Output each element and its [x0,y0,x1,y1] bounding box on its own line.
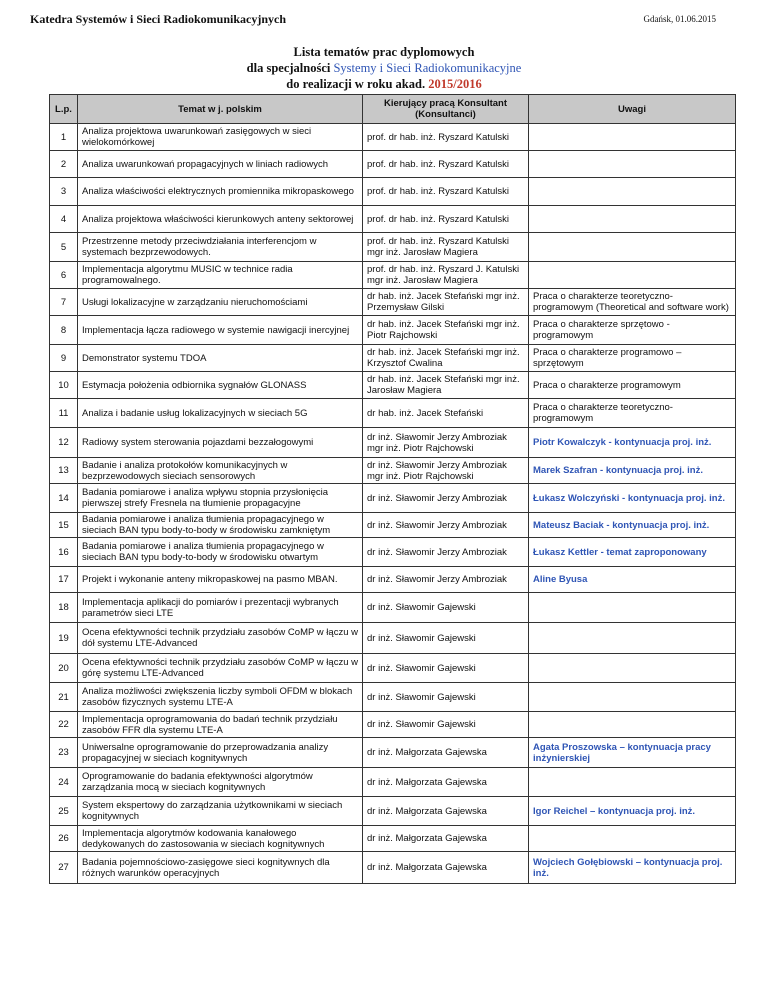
row-supervisor: dr hab. inż. Jacek Stefański mgr inż. Piotr Rajchowski [363,316,529,345]
row-number: 2 [50,151,78,178]
table-row [50,262,736,289]
row-supervisor: dr inż. Sławomir Jerzy Ambroziak [363,567,529,593]
row-notes: Igor Reichel – kontynuacja proj. inż. [529,797,736,826]
row-supervisor: dr inż. Sławomir Gajewski [363,593,529,623]
row-notes: Wojciech Gołębiowski – kontynuacja proj. inż. [529,852,736,884]
thesis-topics-table [49,94,736,884]
table-row [50,826,736,852]
row-topic: Ocena efektywności technik przydziału zasobów CoMP w łączu w górę systemu LTE-Advanced [78,654,363,683]
row-supervisor: prof. dr hab. inż. Ryszard Katulski mgr inż. Jarosław Magiera [363,233,529,262]
row-topic: Badania pomiarowe i analiza tłumienia propagacyjnego w sieciach BAN typu body-to-body w środowisku otwartym [78,538,363,567]
row-supervisor: dr inż. Małgorzata Gajewska [363,826,529,852]
table-row [50,738,736,768]
row-topic: Badania pomiarowe i analiza wpływu stopnia przysłonięcia pierwszej strefy Fresnela na tłumienie propagacyjne [78,484,363,513]
row-supervisor: dr inż. Małgorzata Gajewska [363,738,529,768]
table-row [50,316,736,345]
row-supervisor: dr hab. inż. Jacek Stefański mgr inż. Krzysztof Cwalina [363,345,529,372]
row-number: 20 [50,654,78,683]
row-topic: Analiza i badanie usług lokalizacyjnych w sieciach 5G [78,399,363,428]
row-notes [529,826,736,852]
row-supervisor: dr inż. Sławomir Gajewski [363,654,529,683]
row-notes [529,151,736,178]
row-topic: Implementacja oprogramowania do badań technik przydziału zasobów FFR dla systemu LTE-A [78,712,363,738]
row-topic: Projekt i wykonanie anteny mikropaskowej na pasmo MBAN. [78,567,363,593]
row-topic: System ekspertowy do zarządzania użytkownikami w sieciach kognitywnych [78,797,363,826]
row-notes [529,712,736,738]
row-number: 10 [50,372,78,399]
table-row [50,538,736,567]
row-topic: Analiza projektowa właściwości kierunkowych anteny sektorowej [78,206,363,233]
row-notes [529,124,736,151]
row-notes: Praca o charakterze teoretyczno-programowym (Theoretical and software work) [529,289,736,316]
title-line-2-prefix: dla specjalności [246,61,331,75]
row-notes [529,262,736,289]
row-number: 16 [50,538,78,567]
row-number: 1 [50,124,78,151]
row-notes: Piotr Kowalczyk - kontynuacja proj. inż. [529,428,736,458]
row-number: 18 [50,593,78,623]
row-number: 6 [50,262,78,289]
table-row [50,178,736,206]
row-supervisor: dr inż. Sławomir Jerzy Ambroziak [363,513,529,538]
title-line-2 [0,60,768,76]
row-topic: Implementacja aplikacji do pomiarów i prezentacji wybranych parametrów sieci LTE [78,593,363,623]
row-number: 14 [50,484,78,513]
row-notes: Łukasz Kettler - temat zaproponowany [529,538,736,567]
row-notes [529,654,736,683]
row-number: 17 [50,567,78,593]
row-number: 23 [50,738,78,768]
column-header-topic: Temat w j. polskim [78,95,363,124]
row-notes: Praca o charakterze programowo – sprzętowym [529,345,736,372]
row-notes: Praca o charakterze programowym [529,372,736,399]
row-number: 11 [50,399,78,428]
row-supervisor: dr hab. inż. Jacek Stefański mgr inż. Przemysław Gilski [363,289,529,316]
table-row [50,852,736,884]
row-notes [529,768,736,797]
table-row [50,151,736,178]
row-supervisor: dr inż. Sławomir Jerzy Ambroziak mgr inż. Piotr Rajchowski [363,428,529,458]
row-supervisor: prof. dr hab. inż. Ryszard Katulski [363,178,529,206]
row-supervisor: prof. dr hab. inż. Ryszard J. Katulski mgr inż. Jarosław Magiera [363,262,529,289]
row-supervisor: dr hab. inż. Jacek Stefański [363,399,529,428]
row-topic: Badanie i analiza protokołów komunikacyjnych w bezprzewodowych sieciach sensorowych [78,458,363,484]
row-topic: Oprogramowanie do badania efektywności algorytmów zarządzania mocą w sieciach kognitywnych [78,768,363,797]
row-topic: Estymacja położenia odbiornika sygnałów GLONASS [78,372,363,399]
row-notes: Mateusz Baciak - kontynuacja proj. inż. [529,513,736,538]
column-header-lp: L.p. [50,95,78,124]
row-number: 25 [50,797,78,826]
table-row [50,484,736,513]
title-line-1: Lista tematów prac dyplomowych [293,45,475,59]
row-topic: Implementacja łącza radiowego w systemie nawigacji inercyjnej [78,316,363,345]
row-notes: Marek Szafran - kontynuacja proj. inż. [529,458,736,484]
table-row [50,345,736,372]
row-topic: Uniwersalne oprogramowanie do przeprowadzania analizy propagacyjnej w sieciach kognitywnych [78,738,363,768]
row-topic: Analiza projektowa uwarunkowań zasięgowych w sieci wielokomórkowej [78,124,363,151]
row-supervisor: dr inż. Sławomir Gajewski [363,712,529,738]
document-title [0,44,768,92]
row-number: 24 [50,768,78,797]
table-row [50,399,736,428]
row-number: 13 [50,458,78,484]
row-topic: Radiowy system sterowania pojazdami bezzałogowymi [78,428,363,458]
row-topic: Analiza możliwości zwiększenia liczby symboli OFDM w blokach zasobów fizycznych systemu LTE-A [78,683,363,712]
specialization-name: Systemy i Sieci Radiokomunikacyjne [333,61,522,75]
row-supervisor: dr inż. Małgorzata Gajewska [363,852,529,884]
row-supervisor: dr hab. inż. Jacek Stefański mgr inż. Jarosław Magiera [363,372,529,399]
document-date: Gdańsk, 01.06.2015 [643,14,716,24]
table-row [50,289,736,316]
table-row [50,623,736,654]
table-row [50,428,736,458]
row-notes [529,206,736,233]
column-header-notes: Uwagi [529,95,736,124]
row-topic: Ocena efektywności technik przydziału zasobów CoMP w łączu w dół systemu LTE-Advanced [78,623,363,654]
table-row [50,458,736,484]
row-number: 3 [50,178,78,206]
row-number: 22 [50,712,78,738]
table-row [50,372,736,399]
row-topic: Implementacja algorytmu MUSIC w technice radia programowalnego. [78,262,363,289]
title-line-3-prefix: do realizacji w roku akad. [286,77,426,91]
row-number: 27 [50,852,78,884]
column-header-supervisor: Kierujący pracą Konsultant (Konsultanci) [363,95,529,124]
table-row [50,768,736,797]
row-number: 9 [50,345,78,372]
page-header [30,12,716,32]
table-row [50,567,736,593]
table-row [50,206,736,233]
table-row [50,683,736,712]
row-number: 15 [50,513,78,538]
row-supervisor: dr inż. Sławomir Jerzy Ambroziak mgr inż. Piotr Rajchowski [363,458,529,484]
table-row [50,513,736,538]
row-number: 5 [50,233,78,262]
row-supervisor: prof. dr hab. inż. Ryszard Katulski [363,206,529,233]
table-row [50,797,736,826]
row-supervisor: dr inż. Sławomir Gajewski [363,683,529,712]
table-row [50,654,736,683]
row-supervisor: prof. dr hab. inż. Ryszard Katulski [363,151,529,178]
row-topic: Analiza uwarunkowań propagacyjnych w liniach radiowych [78,151,363,178]
row-notes [529,623,736,654]
row-supervisor: dr inż. Sławomir Gajewski [363,623,529,654]
row-notes [529,593,736,623]
row-topic: Implementacja algorytmów kodowania kanałowego dedykowanych do zastosowania w sieciach kognitywnych [78,826,363,852]
row-number: 21 [50,683,78,712]
row-topic: Badania pojemnościowo-zasięgowe sieci kognitywnych dla różnych warunków operacyjnych [78,852,363,884]
row-number: 12 [50,428,78,458]
row-number: 26 [50,826,78,852]
row-topic: Analiza właściwości elektrycznych promiennika mikropaskowego [78,178,363,206]
row-supervisor: dr inż. Małgorzata Gajewska [363,768,529,797]
department-name: Katedra Systemów i Sieci Radiokomunikacyjnych [30,12,287,26]
row-supervisor: dr inż. Sławomir Jerzy Ambroziak [363,538,529,567]
row-number: 4 [50,206,78,233]
row-number: 19 [50,623,78,654]
row-topic: Demonstrator systemu TDOA [78,345,363,372]
row-notes [529,178,736,206]
row-topic: Usługi lokalizacyjne w zarządzaniu nieruchomościami [78,289,363,316]
row-supervisor: dr inż. Małgorzata Gajewska [363,797,529,826]
row-notes: Łukasz Wolczyński - kontynuacja proj. inż. [529,484,736,513]
title-line-3 [0,76,768,92]
row-number: 7 [50,289,78,316]
row-notes [529,233,736,262]
row-supervisor: dr inż. Sławomir Jerzy Ambroziak [363,484,529,513]
table-row [50,124,736,151]
row-supervisor: prof. dr hab. inż. Ryszard Katulski [363,124,529,151]
row-number: 8 [50,316,78,345]
table-row [50,593,736,623]
row-notes: Praca o charakterze teoretyczno-programowym [529,399,736,428]
row-notes: Agata Proszowska – kontynuacja pracy inżynierskiej [529,738,736,768]
table-row [50,712,736,738]
row-notes [529,683,736,712]
table-header-row [50,95,736,124]
row-topic: Przestrzenne metody przeciwdziałania interferencjom w systemach bezprzewodowych. [78,233,363,262]
row-notes: Aline Byusa [529,567,736,593]
row-topic: Badania pomiarowe i analiza tłumienia propagacyjnego w sieciach BAN typu body-to-body w środowisku zamkniętym [78,513,363,538]
table-row [50,233,736,262]
row-notes: Praca o charakterze sprzętowo - programowym [529,316,736,345]
academic-year: 2015/2016 [428,77,482,91]
